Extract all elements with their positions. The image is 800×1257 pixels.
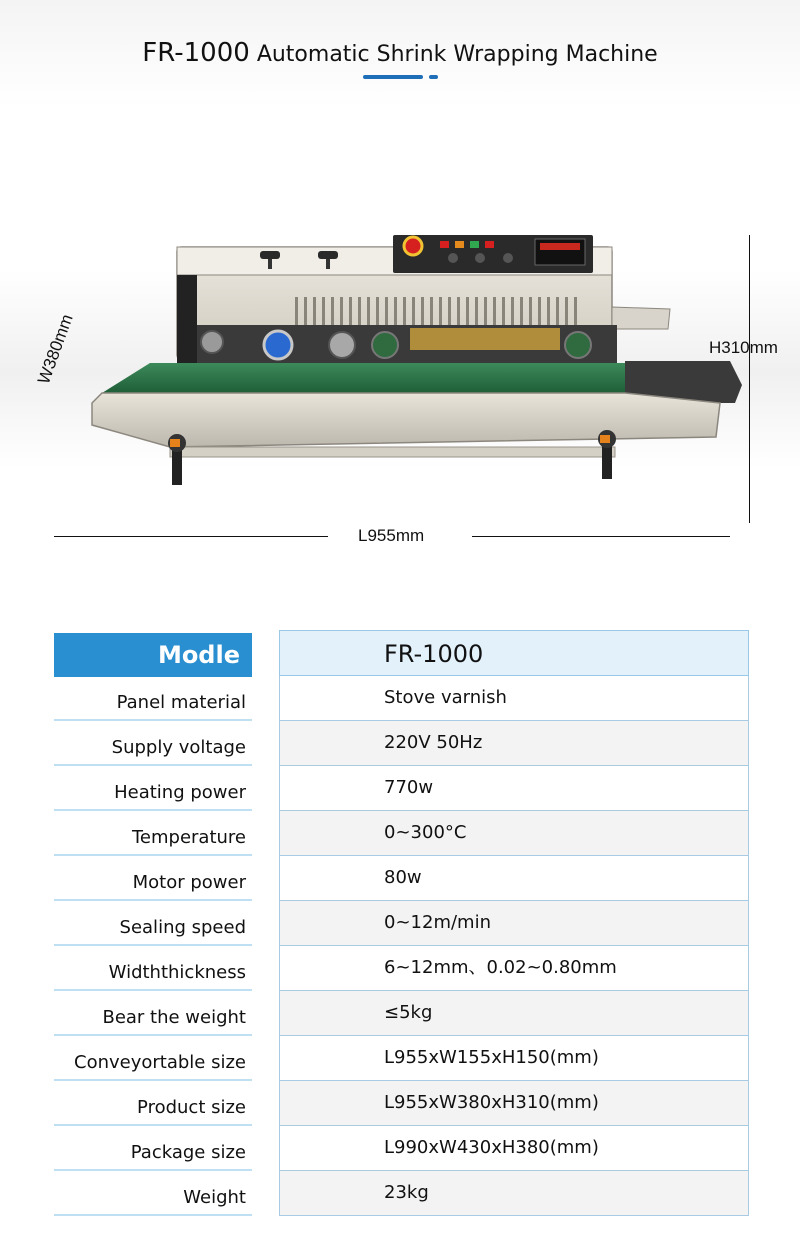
spec-row-label: Product size [54,1081,252,1126]
spec-row-label: Panel material [54,676,252,721]
foot-right-clip [600,435,610,443]
top-knob-2 [318,251,338,259]
length-line-right [472,536,730,537]
spec-row-label: Motor power [54,856,252,901]
control-button-1 [440,241,449,248]
control-button-3 [470,241,479,248]
display-digits [540,243,580,250]
spec-row-value: 23kg [279,1171,749,1216]
conveyor-belt [102,363,625,393]
dimension-length-label: L955mm [358,526,425,545]
spec-row-value: L955xW155xH150(mm) [279,1036,749,1081]
spec-row-value: 6~12mm、0.02~0.80mm [279,946,749,991]
spec-row-value: Stove varnish [279,676,749,721]
roller-2-blue [264,331,292,359]
length-line-left [54,536,328,537]
control-button-2 [455,241,464,248]
spec-row-label: Widththickness [54,946,252,991]
spec-row-value: 0~300°C [279,811,749,856]
title-underline-dot [429,75,438,79]
control-button-4 [485,241,494,248]
knob-3 [503,253,513,263]
guide-plate [612,307,670,329]
foot-left-clip [170,439,180,447]
spec-row-value: L990xW430xH380(mm) [279,1126,749,1171]
spec-row-label: Conveyortable size [54,1036,252,1081]
heating-block [410,328,560,350]
spec-row-label: Weight [54,1171,252,1216]
dark-frame [177,275,197,365]
height-dimension-line [749,235,750,523]
roller-3 [329,332,355,358]
roller-1 [201,331,223,353]
spec-row-label: Bear the weight [54,991,252,1036]
machine-illustration [80,225,760,500]
spec-row-value: 0~12m/min [279,901,749,946]
spec-row-value: 80w [279,856,749,901]
spec-row-value: L955xW380xH310(mm) [279,1081,749,1126]
spec-row-value: 220V 50Hz [279,721,749,766]
title-model: FR-1000 [142,38,250,68]
spec-header-value: FR-1000 [279,630,749,676]
roller-4-green [372,332,398,358]
spec-row-label: Heating power [54,766,252,811]
knob-2 [475,253,485,263]
knob-1 [448,253,458,263]
spec-row-value: 770w [279,766,749,811]
page-title [0,38,800,68]
title-underline [363,75,423,79]
dimension-height-label: H310mm [709,338,778,357]
spec-row-label: Temperature [54,811,252,856]
emergency-stop-icon [404,237,422,255]
spec-row-label: Package size [54,1126,252,1171]
spec-row-label: Sealing speed [54,901,252,946]
title-text: Automatic Shrink Wrapping Machine [256,42,658,67]
top-knob-1 [260,251,280,259]
spec-header-label: Modle [54,633,252,677]
spec-row-label: Supply voltage [54,721,252,766]
conveyor-base [92,393,720,447]
display-panel [535,239,585,265]
base-bottom-edge [170,447,615,457]
dimension-width-label: W380mm [34,311,77,387]
roller-5-green [565,332,591,358]
spec-row-value: ≤5kg [279,991,749,1036]
